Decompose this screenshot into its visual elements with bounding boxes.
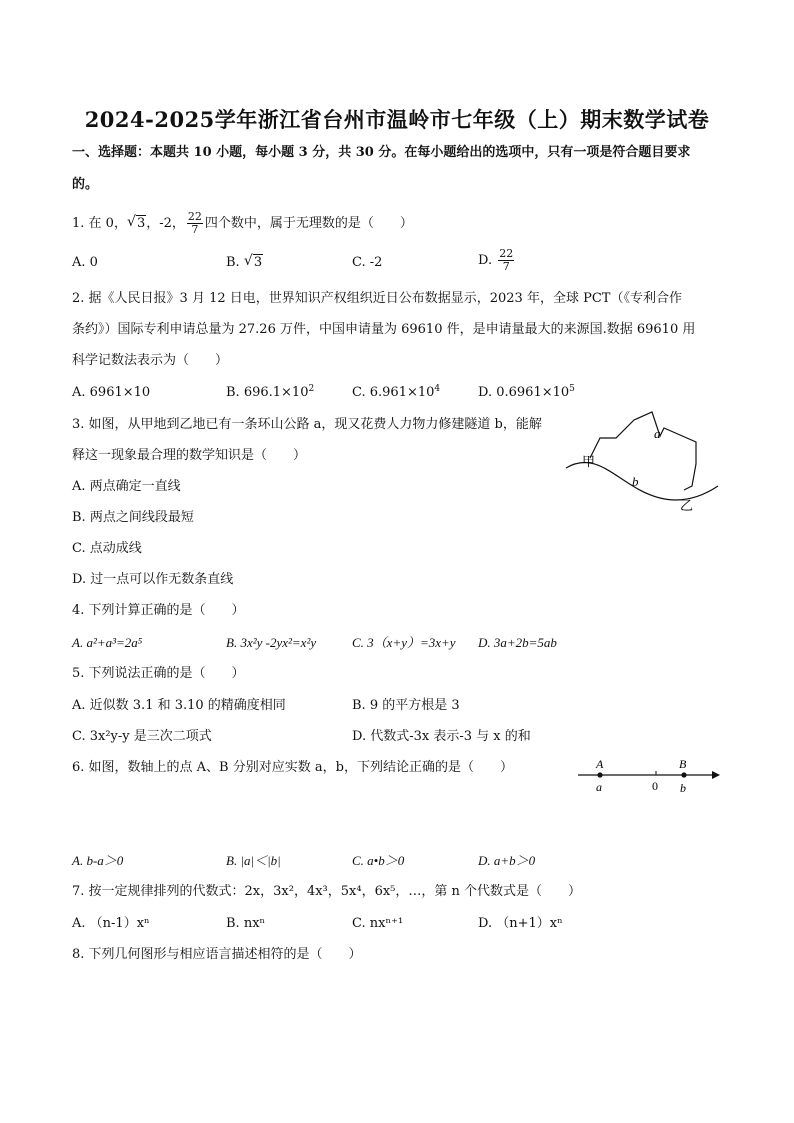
label-B: B <box>679 757 687 771</box>
q3-option-a: A. 两点确定一直线 <box>72 479 181 494</box>
sqrt-symbol: √ 3 <box>126 214 146 231</box>
arrow-right-icon <box>712 771 720 779</box>
q1-text-post: 四个数中，属于无理数的是（ ） <box>204 216 413 231</box>
q1-text-mid: ，-2， <box>146 216 185 231</box>
label-A: A <box>596 757 604 771</box>
q2-option-b-exp: 2 <box>308 384 315 394</box>
q7-option-b: B. nxⁿ <box>226 916 266 931</box>
question-3-line1: 3. 如图，从甲地到乙地已有一条环山公路 a，现又花费人力物力修建隧道 b，能解 <box>72 417 542 432</box>
question-5-stem: 5. 下列说法正确的是（ ） <box>72 666 245 681</box>
question-8-stem: 8. 下列几何图形与相应语言描述相符的是（ ） <box>72 947 362 962</box>
q5-option-d: D. 代数式-3x 表示-3 与 x 的和 <box>352 729 531 744</box>
q1-option-d-label: D. <box>478 253 493 268</box>
label-b: b <box>680 781 686 795</box>
q2-option-c <box>352 384 440 402</box>
q2-option-d-base: D. 0.6961×10 <box>478 385 570 400</box>
label-yi: 乙 <box>680 498 694 513</box>
label-a: a <box>654 426 661 441</box>
q6-option-a: A. b-a＞0 <box>72 853 124 868</box>
q1-frac-num: 22 <box>187 210 202 223</box>
q4-option-d: D. 3a+2b=5ab <box>478 635 557 650</box>
label-b: b <box>632 474 639 489</box>
fraction <box>498 248 514 273</box>
q6-option-c: C. a•b＞0 <box>352 853 405 868</box>
label-zero: 0 <box>652 779 658 793</box>
sqrt-symbol: √ 3 <box>243 253 263 270</box>
question-7-stem: 7. 按一定规律排列的代数式：2x，3x²，4x³，5x⁴，6x⁵，…，第 n 个代数式是（ ） <box>72 884 582 899</box>
q3-option-d: D. 过一点可以作无数条直线 <box>72 572 234 587</box>
q2-option-d-exp: 5 <box>569 384 575 394</box>
q4-option-a: A. a²+a³=2a⁵ <box>72 635 143 650</box>
q5-option-c: C. 3x²y-y 是三次二项式 <box>72 729 212 744</box>
q1-option-c: C. -2 <box>352 255 383 270</box>
q6-number-line <box>574 754 724 798</box>
q1-option-d-den: 7 <box>502 260 510 273</box>
q1-option-b-arg: 3 <box>253 255 263 270</box>
q6-option-b: B. |a|＜|b| <box>226 853 281 868</box>
q7-option-d: D. （n+1）xⁿ <box>478 916 563 931</box>
q1-option-d <box>478 248 516 273</box>
q7-option-c: C. nxⁿ⁺¹ <box>352 916 404 931</box>
question-2-line3: 科学记数法表示为（ ） <box>72 353 229 368</box>
point-b-dot <box>681 772 686 777</box>
q4-option-c: C. 3（x+y）=3x+y <box>352 635 456 650</box>
fraction <box>187 211 203 236</box>
q2-option-d <box>478 384 575 402</box>
question-2-line1: 2. 据《人民日报》3 月 12 日电，世界知识产权组织近日公布数据显示，2023 年，全球 PCT（《专利合作 <box>72 291 682 306</box>
q3-option-c: C. 点动成线 <box>72 541 142 556</box>
q5-option-b: B. 9 的平方根是 3 <box>352 698 460 713</box>
q3-option-b: B. 两点之间线段最短 <box>72 510 194 525</box>
q1-option-d-num: 22 <box>499 247 514 260</box>
q5-option-a: A. 近似数 3.1 和 3.10 的精确度相同 <box>72 698 286 713</box>
q2-option-b-base: B. 696.1×10 <box>226 385 309 400</box>
q2-option-b <box>226 384 314 402</box>
section-heading-line2: 的。 <box>72 177 99 192</box>
q1-option-b <box>226 254 263 272</box>
question-3-line2: 释这一现象最合理的数学知识是（ ） <box>72 448 307 463</box>
point-a-dot <box>597 772 602 777</box>
q7-option-a: A. （n-1）xⁿ <box>72 916 150 931</box>
q6-option-d: D. a+b＞0 <box>478 853 536 868</box>
question-6-stem: 6. 如图，数轴上的点 A、B 分别对应实数 a，b，下列结论正确的是（ ） <box>72 760 513 775</box>
q1-sqrt-arg: 3 <box>136 216 146 231</box>
q2-option-c-exp: 4 <box>434 384 441 394</box>
label-a: a <box>596 780 602 794</box>
question-2-line2: 条约》）国际专利申请总量为 27.26 万件，中国申请量为 69610 件，是申请量最大的来源国.数据 69610 用 <box>72 322 696 337</box>
q2-option-c-base: C. 6.961×10 <box>352 385 435 400</box>
section-heading-line1: 一、选择题：本题共 10 小题，每小题 3 分，共 30 分。在每小题给出的选项中，只有一项是符合题目要求 <box>72 145 691 160</box>
question-4-stem: 4. 下列计算正确的是（ ） <box>72 603 245 618</box>
q1-frac-den: 7 <box>191 223 199 236</box>
q4-option-b: B. 3x²y -2yx²=x²y <box>226 635 317 650</box>
q1-option-a: A. 0 <box>72 255 98 270</box>
q3-road-figure <box>560 408 730 518</box>
page-title: 2024-2025学年浙江省台州市温岭市七年级（上）期末数学试卷 <box>84 107 710 132</box>
label-jia: 甲 <box>582 454 596 469</box>
q1-option-b-label: B. <box>226 255 240 270</box>
road-a-path <box>590 412 696 490</box>
question-1-stem <box>72 211 413 236</box>
q1-text-pre: 1. 在 0， <box>72 216 127 231</box>
q2-option-a: A. 6961×10 <box>72 385 151 400</box>
